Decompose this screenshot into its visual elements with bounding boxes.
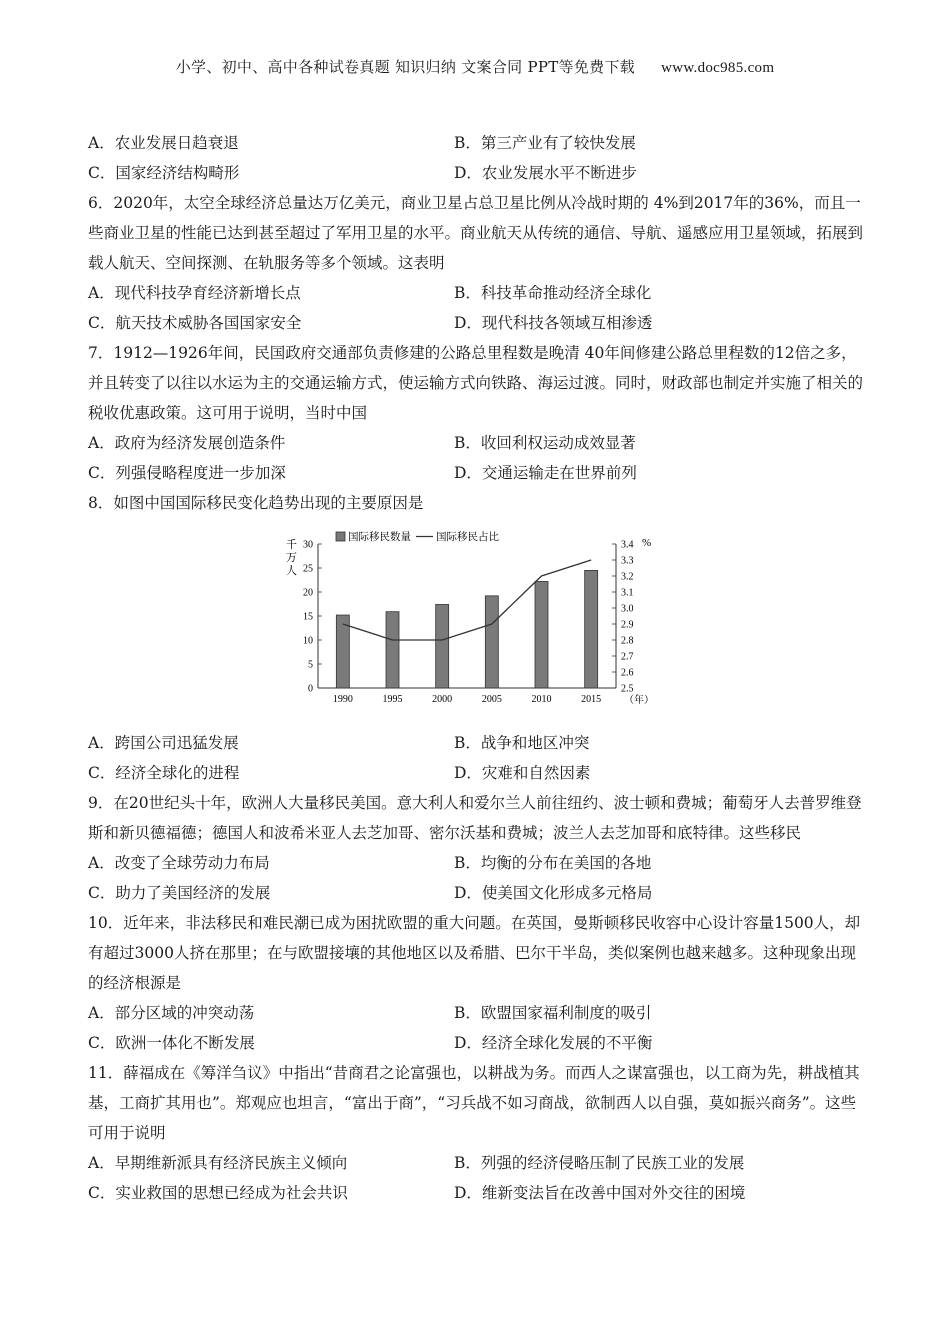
- left-tick-label: 15: [303, 611, 313, 623]
- migration-chart: [88, 526, 868, 714]
- right-tick-label: 2.9: [621, 619, 634, 631]
- x-tick-label: 1990: [332, 694, 353, 705]
- right-tick-label: 3.0: [621, 603, 634, 615]
- q8-option-a[interactable]: A．跨国公司迅猛发展: [88, 734, 239, 752]
- q6-option-a[interactable]: A．现代科技孕育经济新增长点: [88, 284, 301, 302]
- left-tick-label: 30: [303, 539, 313, 551]
- left-tick-label: 25: [303, 563, 313, 575]
- right-tick-label: 2.7: [621, 651, 634, 663]
- left-tick-label: 5: [308, 659, 313, 671]
- bar-1995: [386, 612, 399, 688]
- chart-legend: [336, 530, 499, 543]
- x-tick-label: 2005: [481, 694, 502, 705]
- q6-option-b[interactable]: B．科技革命推动经济全球化: [454, 284, 652, 302]
- q10-stem: 10．近年来，非法移民和难民潮已成为困扰欧盟的重大问题。在英国，曼斯顿移民收容中心设计容量1500人，却有超过3000人挤在那里；在与欧盟接壤的其他地区以及希腊、巴尔干半岛，类似案例也越来越多。这种现象出现的经济根源是: [88, 914, 861, 992]
- right-axis-unit: %: [642, 537, 652, 549]
- q9-options: [88, 848, 868, 908]
- q9-option-b[interactable]: B．均衡的分布在美国的各地: [454, 854, 652, 872]
- header-url: www.doc985.com: [661, 60, 775, 76]
- q6-stem: 6．2020年，太空全球经济总量达万亿美元，商业卫星占总卫星比例从冷战时期的 4%到2017年的36%，而且一些商业卫星的性能已达到甚至超过了军用卫星的水平。商业航天从传统的通信、导航、遥感应用卫星领域，拓展到载人航天、空间探测、在轨服务等多个领域。这表明: [88, 194, 864, 272]
- q9-option-d[interactable]: D．使美国文化形成多元格局: [454, 884, 653, 902]
- q8-stem: 8．如图中国国际移民变化趋势出现的主要原因是: [88, 494, 424, 512]
- q11-option-b[interactable]: B．列强的经济侵略压制了民族工业的发展: [454, 1154, 745, 1172]
- right-tick-label: 2.5: [621, 683, 634, 695]
- right-tick-label: 3.2: [621, 571, 634, 583]
- q7-option-b[interactable]: B．收回利权运动成效显著: [454, 434, 636, 452]
- x-tick-label: 2010: [531, 694, 552, 705]
- right-tick-label: 2.8: [621, 635, 634, 647]
- left-tick-label: 20: [303, 587, 313, 599]
- q8-option-c[interactable]: C．经济全球化的进程: [88, 764, 240, 782]
- share-line: [343, 560, 591, 640]
- left-tick-label: 10: [303, 635, 313, 647]
- q11-stem: 11．薛福成在《筹洋刍议》中指出“昔商君之论富强也，以耕战为务。而西人之谋富强也，以工商为先，耕战植其基，工商扩其用也”。郑观应也坦言，“富出于商”，“习兵战不如习商战，欲制西人以自强，莫如振兴商务”。这些可用于说明: [88, 1064, 860, 1142]
- q7-stem: 7．1912—1926年间，民国政府交通部负责修建的公路总里程数是晚清 40年间修建公路总里程数的12倍之多，并且转变了以往以水运为主的交通运输方式，使运输方式向铁路、海运过渡。同时，财政部也制定并实施了相关的税收优惠政策。这可用于说明，当时中国: [88, 344, 864, 422]
- legend-line-label: 国际移民占比: [436, 532, 499, 543]
- q10-option-a[interactable]: A．部分区域的冲突动荡: [88, 1004, 255, 1022]
- q11-option-a[interactable]: A．早期维新派具有经济民族主义倾向: [88, 1154, 348, 1172]
- q10-options: [88, 998, 868, 1058]
- x-axis-unit: （年）: [624, 695, 654, 706]
- x-tick-label: 2000: [432, 694, 453, 705]
- migration-chart-svg: [278, 526, 678, 714]
- q6-options: [88, 278, 868, 338]
- q5-option-c[interactable]: C．国家经济结构畸形: [88, 164, 240, 182]
- q9-option-c[interactable]: C．助力了美国经济的发展: [88, 884, 271, 902]
- right-tick-label: 2.6: [621, 667, 634, 679]
- q7-option-c[interactable]: C．列强侵略程度进一步加深: [88, 464, 286, 482]
- q11-option-c[interactable]: C．实业救国的思想已经成为社会共识: [88, 1184, 348, 1202]
- q5-option-b[interactable]: B．第三产业有了较快发展: [454, 134, 636, 152]
- left-tick-label: 0: [308, 683, 313, 695]
- q9-option-a[interactable]: A．改变了全球劳动力布局: [88, 854, 270, 872]
- right-tick-label: 3.3: [621, 555, 634, 567]
- q5-option-d[interactable]: D．农业发展水平不断进步: [454, 164, 637, 182]
- q6-option-c[interactable]: C．航天技术威胁各国国家安全: [88, 314, 302, 332]
- q11-option-d[interactable]: D．维新变法旨在改善中国对外交往的困境: [454, 1184, 746, 1202]
- left-axis-unit-3: 人: [286, 565, 297, 577]
- q6-option-d[interactable]: D．现代科技各领域互相渗透: [454, 314, 653, 332]
- left-axis-unit-2: 万: [286, 552, 297, 564]
- q10-option-b[interactable]: B．欧盟国家福利制度的吸引: [454, 1004, 652, 1022]
- q8-options: [88, 728, 868, 788]
- legend-bar-label: 国际移民数量: [348, 532, 411, 543]
- q5-options: [88, 128, 868, 188]
- q11-options: [88, 1148, 868, 1208]
- q5-option-a[interactable]: A．农业发展日趋衰退: [88, 134, 239, 152]
- q8-option-d[interactable]: D．灾难和自然因素: [454, 764, 591, 782]
- bar-2005: [485, 596, 498, 688]
- q7-option-d[interactable]: D．交通运输走在世界前列: [454, 464, 637, 482]
- x-tick-label: 1995: [382, 694, 403, 705]
- left-axis-unit-1: 千: [286, 539, 297, 551]
- q8-option-b[interactable]: B．战争和地区冲突: [454, 734, 590, 752]
- q9-stem: 9．在20世纪头十年，欧洲人大量移民美国。意大利人和爱尔兰人前往纽约、波士顿和费城；葡萄牙人去普罗维登斯和新贝德福德；德国人和波希米亚人去芝加哥、密尔沃基和费城；波兰人去芝加哥和底特律。这些移民: [88, 794, 862, 842]
- q10-option-d[interactable]: D．经济全球化发展的不平衡: [454, 1034, 653, 1052]
- legend-bar-swatch: [336, 532, 345, 541]
- chart-plot-area: [303, 540, 634, 706]
- page-content: [88, 128, 868, 1208]
- bar-2000: [436, 604, 449, 688]
- right-tick-label: 3.4: [621, 539, 634, 551]
- x-tick-label: 2015: [581, 694, 602, 705]
- right-tick-label: 3.1: [621, 587, 634, 599]
- bar-2010: [535, 581, 548, 688]
- bar-2015: [585, 570, 598, 688]
- header-text: 小学、初中、高中各种试卷真题 知识归纳 文案合同 PPT等免费下载: [175, 58, 636, 76]
- q7-option-a[interactable]: A．政府为经济发展创造条件: [88, 434, 286, 452]
- q7-options: [88, 428, 868, 488]
- page-header: [0, 56, 950, 77]
- q10-option-c[interactable]: C．欧洲一体化不断发展: [88, 1034, 255, 1052]
